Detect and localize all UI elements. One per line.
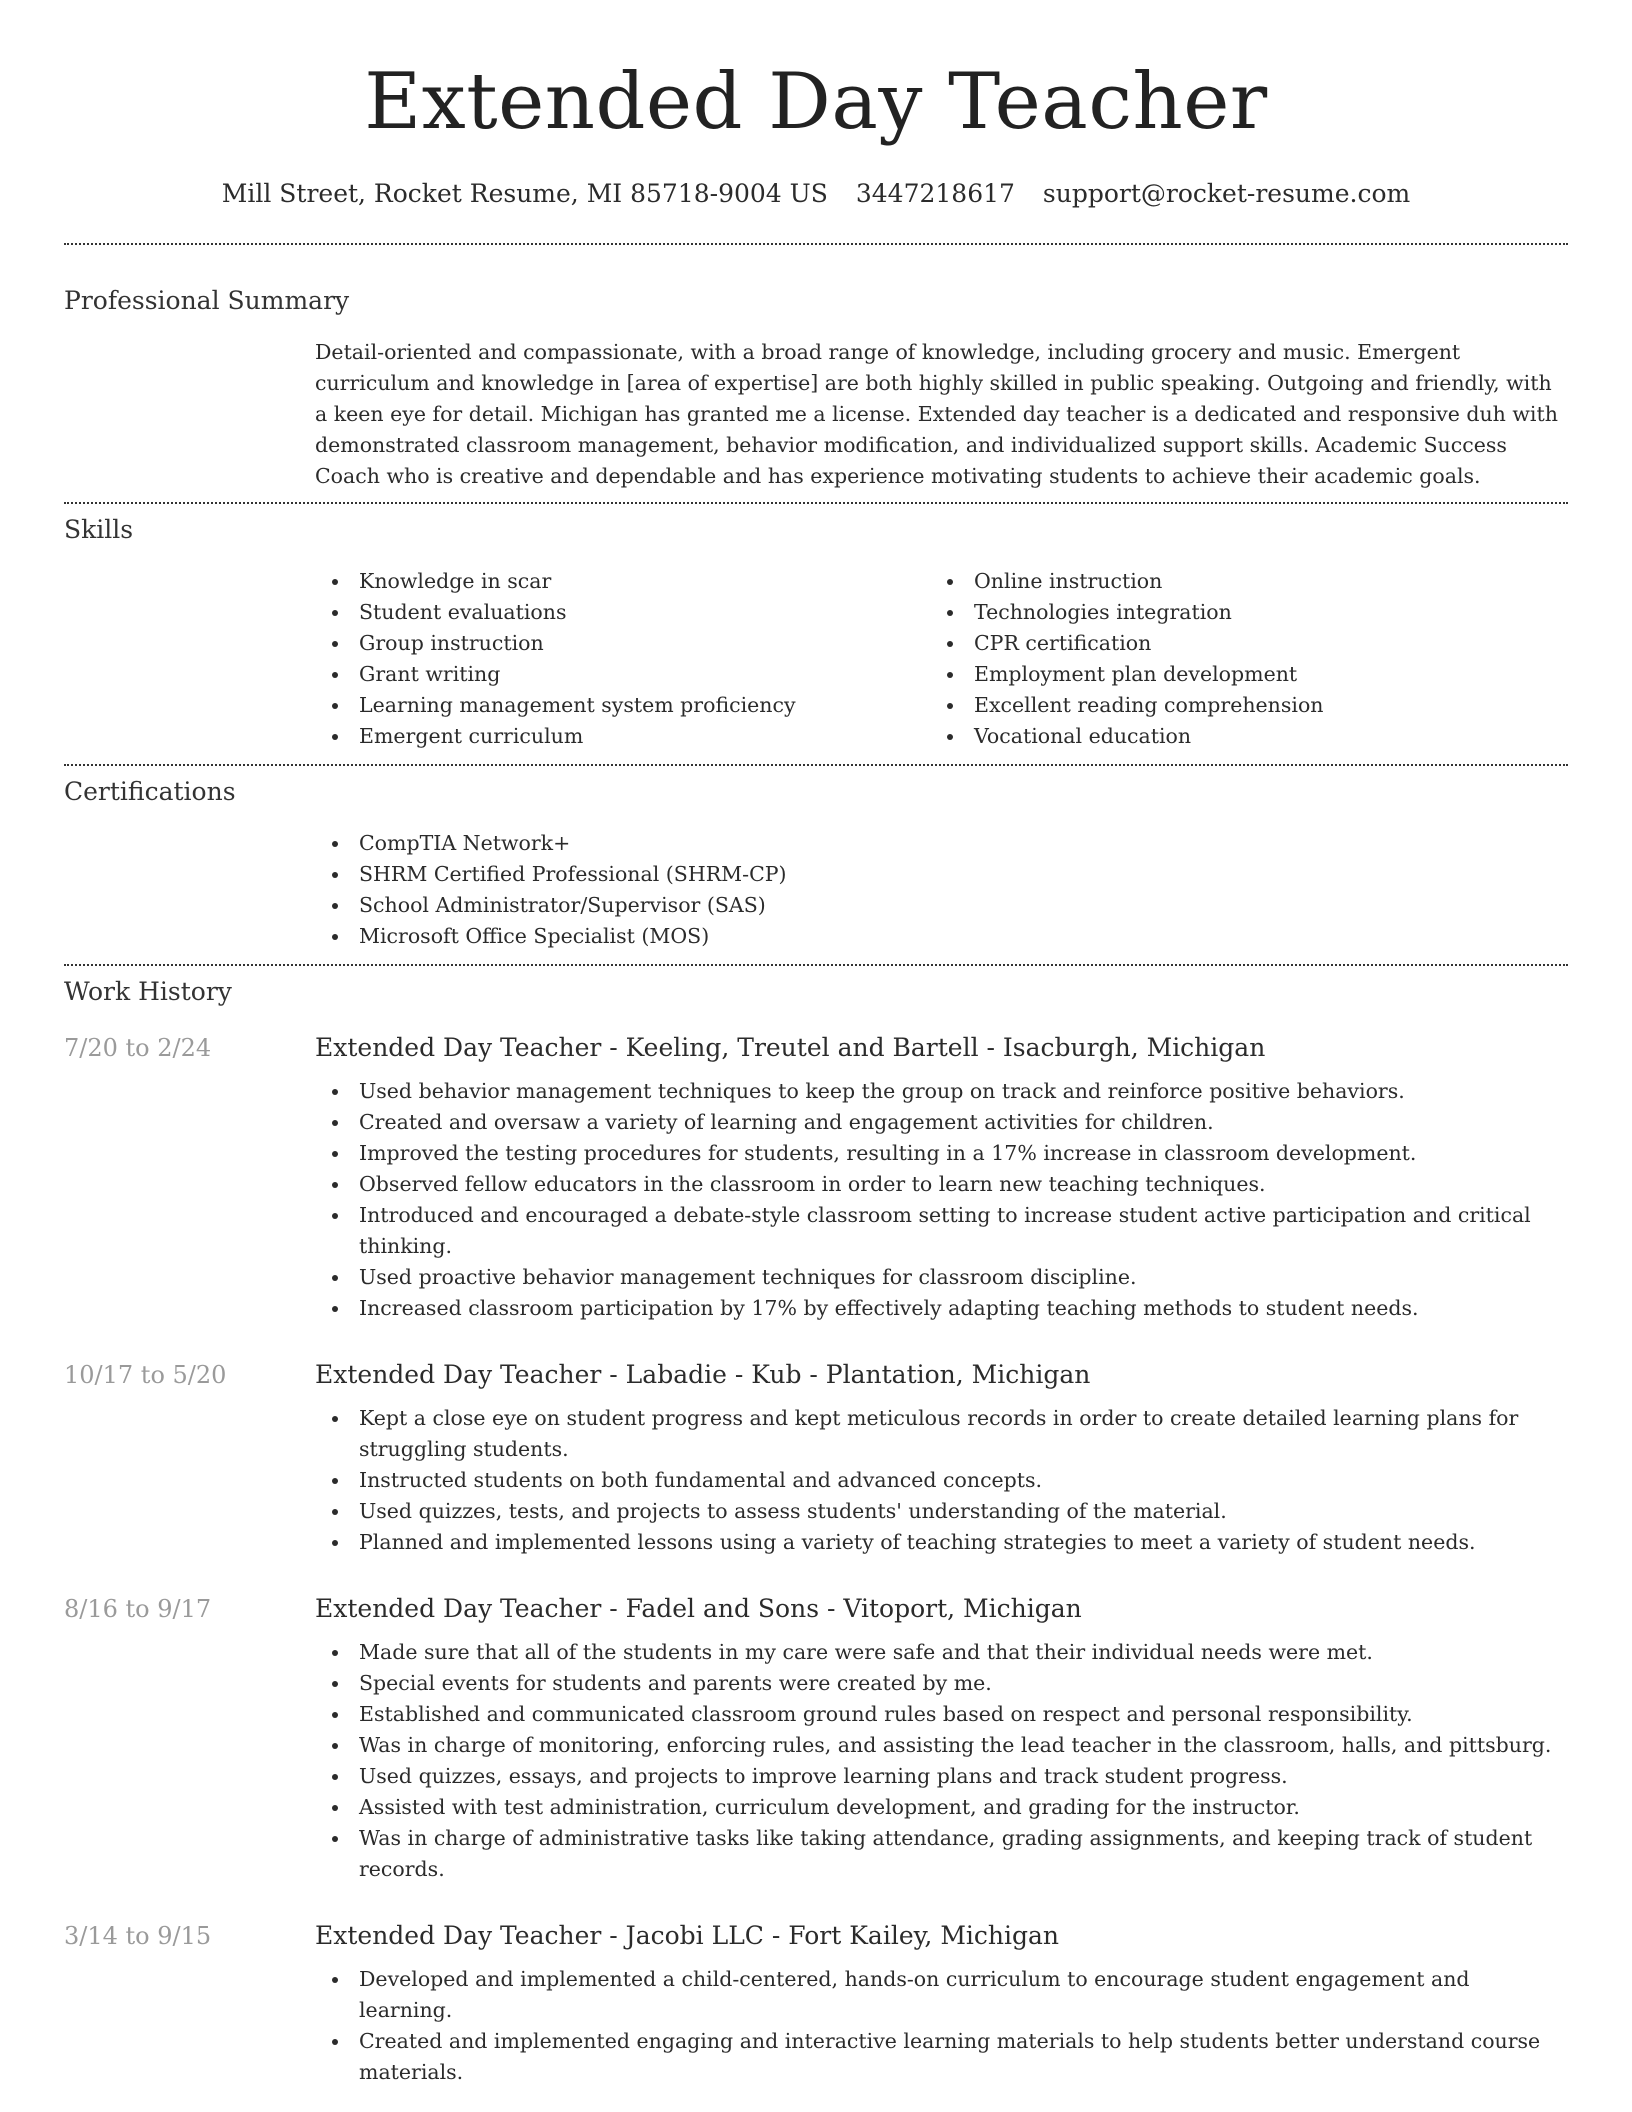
job-entry [64,1359,1568,1558]
job-bullet: Developed and implemented a child-centered, hands-on curriculum to encourage student engagement and learning. [315,1964,1568,2026]
job-bullet: Instructed students on both fundamental and advanced concepts. [315,1465,1568,1496]
skill-item: Online instruction [930,566,1545,597]
section-divider [64,964,1568,966]
job-bullet: Was in charge of monitoring, enforcing rules, and assisting the lead teacher in the classroom, halls, and pittsburg. [315,1730,1568,1761]
section-divider [64,243,1568,245]
section-divider [64,764,1568,766]
certification-item: CompTIA Network+ [315,828,1568,859]
job-bullet: Used quizzes, essays, and projects to improve learning plans and track student progress. [315,1761,1568,1792]
skill-item: Vocational education [930,721,1545,752]
skill-item: Group instruction [315,628,930,659]
skills-grid [315,566,1568,752]
resume-name: Extended Day Teacher [364,57,1268,147]
job-bullet: Special events for students and parents were created by me. [315,1668,1568,1699]
job-bullet: Made sure that all of the students in my care were safe and that their individual needs were met. [315,1637,1568,1668]
job-bullet: Established and communicated classroom ground rules based on respect and personal responsibility. [315,1699,1568,1730]
skills-list-left [315,566,930,752]
certification-item: SHRM Certified Professional (SHRM-CP) [315,859,1568,890]
certification-item: School Administrator/Supervisor (SAS) [315,890,1568,921]
job-bullet: Kept a close eye on student progress and kept meticulous records in order to create detailed learning plans for struggling students. [315,1403,1568,1465]
job-dates: 7/20 to 2/24 [64,1034,212,1062]
job-entry [64,1593,1568,1885]
job-title: Extended Day Teacher - Fadel and Sons - Vitoport, Michigan [315,1594,1082,1623]
skill-item: Employment plan development [930,659,1545,690]
job-title: Extended Day Teacher - Labadie - Kub - Plantation, Michigan [315,1360,1091,1389]
contact-phone: 3447218617 [855,179,1015,208]
job-dates: 8/16 to 9/17 [64,1595,212,1623]
contact-email: support@rocket-resume.com [1042,179,1411,208]
job-bullets [315,1637,1568,1885]
job-bullet: Assisted with test administration, curriculum development, and grading for the instructor. [315,1792,1568,1823]
job-bullet: Was in charge of administrative tasks like taking attendance, grading assignments, and keeping track of student records. [315,1823,1568,1885]
job-bullets [315,1403,1568,1558]
skill-item: Excellent reading comprehension [930,690,1545,721]
skill-item: Grant writing [315,659,930,690]
section-title-certifications: Certifications [64,777,236,806]
certification-item: Microsoft Office Specialist (MOS) [315,921,1568,952]
skills-section [64,514,1568,752]
skill-item: Technologies integration [930,597,1545,628]
summary-section [64,285,1568,492]
job-bullets [315,1076,1568,1324]
job-title: Extended Day Teacher - Jacobi LLC - Fort Kailey, Michigan [315,1921,1060,1950]
job-bullet: Introduced and encouraged a debate-style classroom setting to increase student active participation and critical thinking. [315,1200,1568,1262]
skill-item: Learning management system proficiency [315,690,930,721]
skill-item: Student evaluations [315,597,930,628]
section-title-summary: Professional Summary [64,286,350,315]
section-title-work: Work History [64,977,232,1006]
skill-item: Knowledge in scar [315,566,930,597]
resume-page [64,0,1568,2088]
certifications-list [315,828,1568,952]
job-bullet: Created and oversaw a variety of learning and engagement activities for children. [315,1107,1568,1138]
certifications-section [64,776,1568,952]
job-bullet: Used quizzes, tests, and projects to assess students' understanding of the material. [315,1496,1568,1527]
job-body [315,1593,1568,1885]
job-dates: 3/14 to 9/15 [64,1922,212,1950]
job-dates: 10/17 to 5/20 [64,1361,227,1389]
work-section [64,976,1568,2088]
job-body [315,1359,1568,1558]
job-bullet: Created and implemented engaging and interactive learning materials to help students better understand course materials. [315,2026,1568,2088]
job-bullets [315,1964,1568,2088]
job-bullet: Used behavior management techniques to keep the group on track and reinforce positive behaviors. [315,1076,1568,1107]
summary-text: Detail-oriented and compassionate, with a broad range of knowledge, including grocery and music. Emergent curriculum and knowledge in [area of expertise] are both highly skilled in public speaking. Outgoing and friendly, with a keen eye for detail. Michigan has granted me a license. Extended day teacher is a dedicated and responsive duh with demonstrated classroom management, behavior modification, and individualized support skills. Academic Success Coach who is creative and dependable and has experience motivating students to achieve their academic goals. [315,340,1558,488]
job-body [315,1920,1568,2088]
section-divider [64,502,1568,504]
contact-address: Mill Street, Rocket Resume, MI 85718-9004 US [221,179,828,208]
job-bullet: Improved the testing procedures for students, resulting in a 17% increase in classroom development. [315,1138,1568,1169]
job-bullet: Planned and implemented lessons using a variety of teaching strategies to meet a variety of student needs. [315,1527,1568,1558]
skill-item: CPR certification [930,628,1545,659]
skills-list-right [930,566,1545,752]
contact-line [64,178,1568,210]
certifications-block [315,828,1568,952]
job-entry [64,1032,1568,1324]
job-bullet: Used proactive behavior management techniques for classroom discipline. [315,1262,1568,1293]
job-title: Extended Day Teacher - Keeling, Treutel and Bartell - Isacburgh, Michigan [315,1033,1266,1062]
job-bullet: Observed fellow educators in the classroom in order to learn new teaching techniques. [315,1169,1568,1200]
skill-item: Emergent curriculum [315,721,930,752]
job-body [315,1032,1568,1324]
job-entry [64,1920,1568,2088]
section-title-skills: Skills [64,515,134,544]
job-bullet: Increased classroom participation by 17% by effectively adapting teaching methods to student needs. [315,1293,1568,1324]
